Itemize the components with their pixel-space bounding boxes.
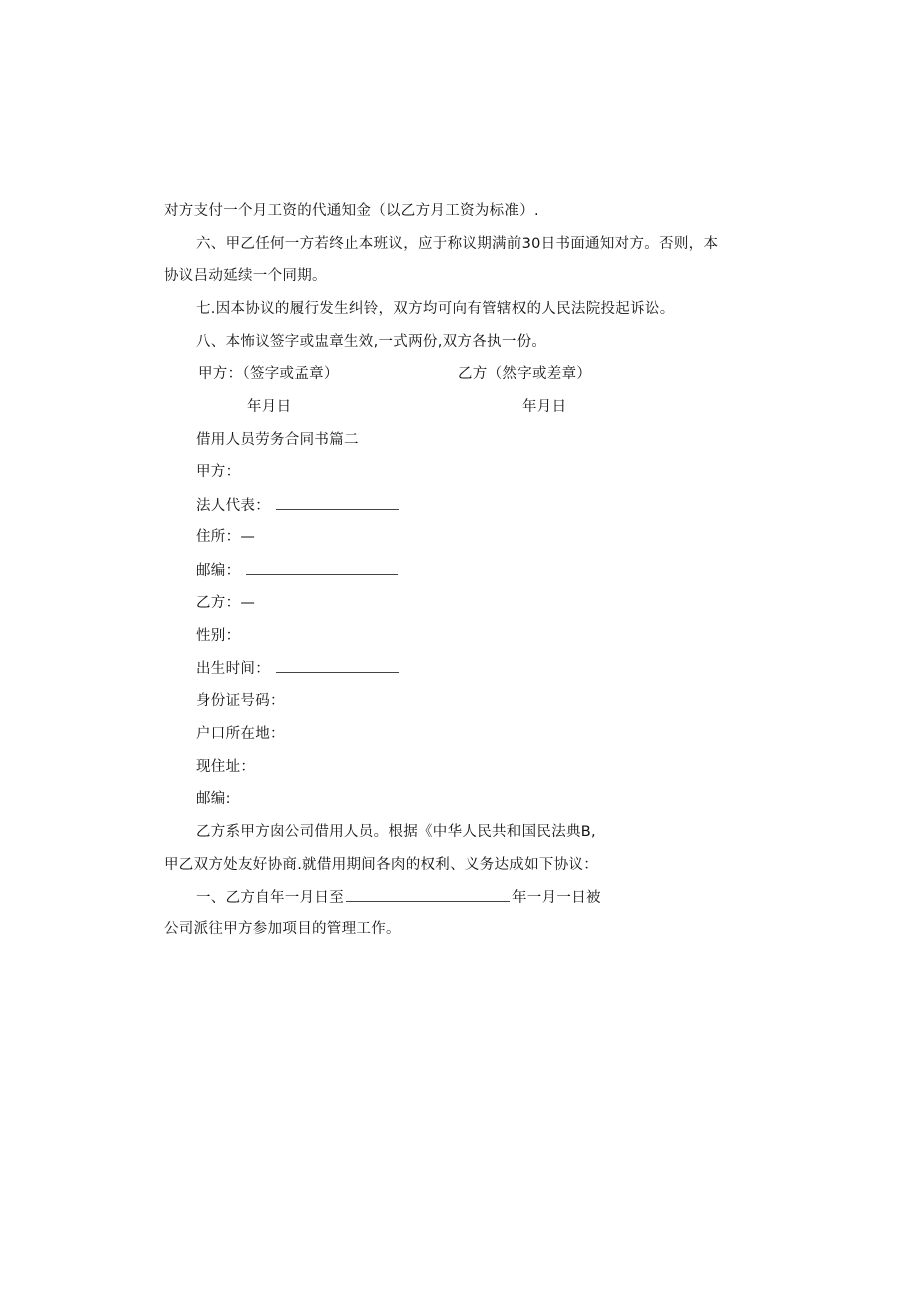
postcode-label-2: 邮编:: [196, 791, 231, 807]
party-b-date: 年月日: [522, 399, 567, 415]
blank-line: [246, 560, 398, 575]
clause-eight: 八、本怖议签字或盅章生效,一式两份,双方各执一份。: [196, 334, 547, 350]
clause-seven: 七.因本协议的履行发生纠铃，双方均可向有管辖权的人民法院投起诉讼。: [196, 301, 675, 317]
paragraph-line: 甲乙双方处友好协商.就借用期间各肉的权利、义务达成如下协议：: [164, 857, 599, 873]
gender-label: 性别：: [196, 628, 241, 644]
current-address-label: 现住址：: [196, 759, 256, 775]
section-heading: 借用人员劳务合同书篇二: [196, 432, 359, 448]
postcode-field: [196, 560, 398, 581]
text-line: 公司派往甲方参加项目的管理工作。: [164, 921, 401, 937]
birth-label: 出生时间：: [196, 661, 270, 677]
blank-line: [276, 495, 399, 510]
birth-field: [196, 658, 399, 679]
id-number-label: 身份证号码：: [196, 693, 285, 709]
article-one-end: 年一月一日被: [512, 890, 601, 906]
paragraph-line: 乙方系甲方囱公司借用人员。根据《中华人民共和国民法典B,: [196, 824, 596, 840]
clause-six: 六、甲乙任何一方若终止本班议，应于称议期满前30日书面通知对方。否则，本: [196, 236, 719, 252]
legal-rep-field: [196, 495, 399, 516]
hukou-label: 户口所在地：: [196, 726, 285, 742]
party-a-label: 甲方：: [196, 464, 241, 480]
postcode-label: 邮编：: [196, 563, 241, 579]
blank-line: [346, 887, 510, 902]
text-line: 协议吕动延续一个同期。: [164, 268, 327, 284]
legal-rep-label: 法人代表：: [196, 498, 270, 514]
text-line: 对方支付一个月工资的代通知金（以乙方月工资为标准）.: [164, 203, 539, 219]
party-a-signature: 甲方：（签字或孟章）: [198, 366, 339, 382]
article-one: [196, 887, 601, 908]
blank-line: [276, 658, 399, 673]
party-b-signature: 乙方（然字或差章）: [458, 366, 592, 382]
party-b-label: 乙方：—: [196, 595, 256, 611]
address-label: 住所：—: [196, 529, 256, 545]
article-one-start: 一、乙方自年一月日至: [196, 890, 344, 906]
party-a-date: 年月日: [247, 399, 292, 415]
